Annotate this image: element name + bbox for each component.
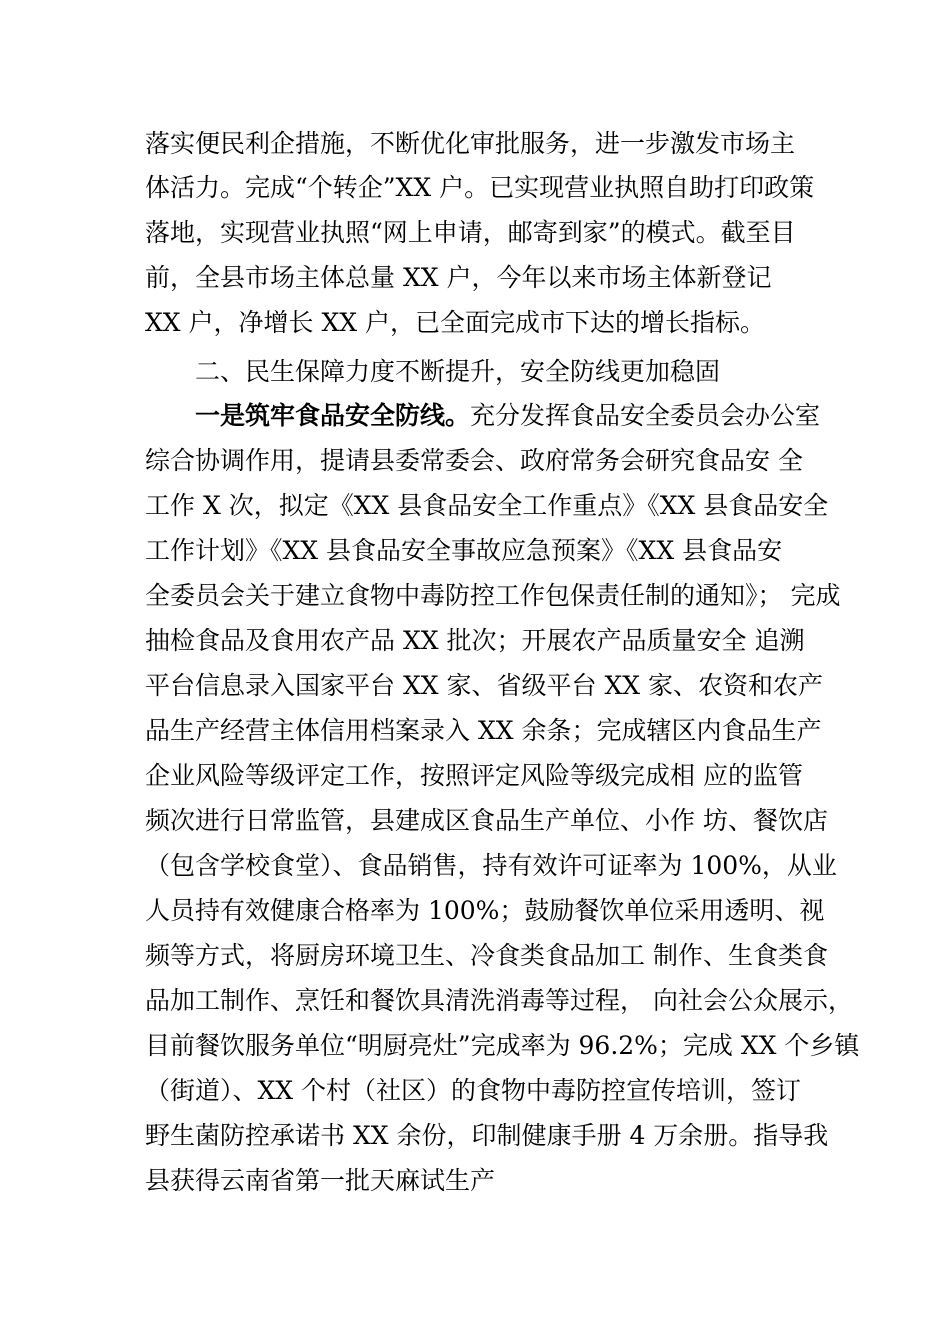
text-line: 频次进行日常监管，县建成区食品生产单位、小作 坊、餐饮店	[145, 806, 828, 835]
text-line: 目前餐饮服务单位“明厨亮灶”完成率为 96.2%；完成 XX 个乡镇	[145, 1031, 860, 1060]
text-line: 全委员会关于建立食物中毒防控工作包保责任制的通知》； 完成	[145, 581, 841, 610]
text-line: （街道）、XX 个村（社区）的食物中毒防控宣传培训，签订	[145, 1076, 802, 1105]
text-line: 工作 X 次，拟定《XX 县食品安全工作重点》《XX 县食品安全	[145, 491, 829, 520]
text-line: 频等方式，将厨房环境卫生、冷食类食品加工 制作、生食类食	[145, 941, 828, 970]
text-line: 落实便民利企措施，不断优化审批服务，进一步激发市场主	[145, 129, 796, 158]
text-line: （包含学校食堂）、食品销售，持有效许可证率为 100%，从业	[145, 851, 837, 880]
text-line: 充分发挥食品安全委员会办公室	[470, 401, 821, 430]
text-line: 县获得云南省第一批天麻试生产	[145, 1166, 496, 1195]
text-line: 工作计划》《XX 县食品安全事故应急预案》《XX 县食品安	[145, 536, 783, 565]
text-line: 抽检食品及食用农产品 XX 批次；开展农产品质量安全 追溯	[145, 626, 805, 655]
text-line: 体活力。完成“个转企”XX 户。已实现营业执照自助打印政策	[145, 173, 815, 202]
bold-lead-text: 一是筑牢食品安全防线。	[195, 401, 471, 430]
text-line: 品生产经营主体信用档案录入 XX 余条；完成辖区内食品生产	[145, 716, 822, 745]
section-heading: 二、民生保障力度不断提升，安全防线更加稳固	[195, 357, 721, 386]
text-line: 品加工制作、烹饪和餐饮具清洗消毒等过程， 向社会公众展示，	[145, 986, 853, 1015]
text-line: 人员持有效健康合格率为 100%；鼓励餐饮单位采用透明、视	[145, 896, 825, 925]
text-line: 野生菌防控承诺书 XX 余份，印制健康手册 4 万余册。指导我	[145, 1121, 829, 1150]
text-line: 综合协调作用，提请县委常委会、政府常务会研究食品安 全	[145, 446, 803, 475]
paragraph-first-line	[195, 394, 820, 438]
text-line: 平台信息录入国家平台 XX 家、省级平台 XX 家、农资和农产	[145, 671, 823, 700]
text-line: 企业风险等级评定工作，按照评定风险等级完成相 应的监管	[145, 761, 803, 790]
text-line: 前，全县市场主体总量 XX 户，今年以来市场主体新登记	[145, 263, 772, 292]
text-line: 落地，实现营业执照“网上申请，邮寄到家”的模式。截至目	[145, 218, 796, 247]
text-line: XX 户，净增长 XX 户，已全面完成市下达的增长指标。	[145, 308, 766, 337]
